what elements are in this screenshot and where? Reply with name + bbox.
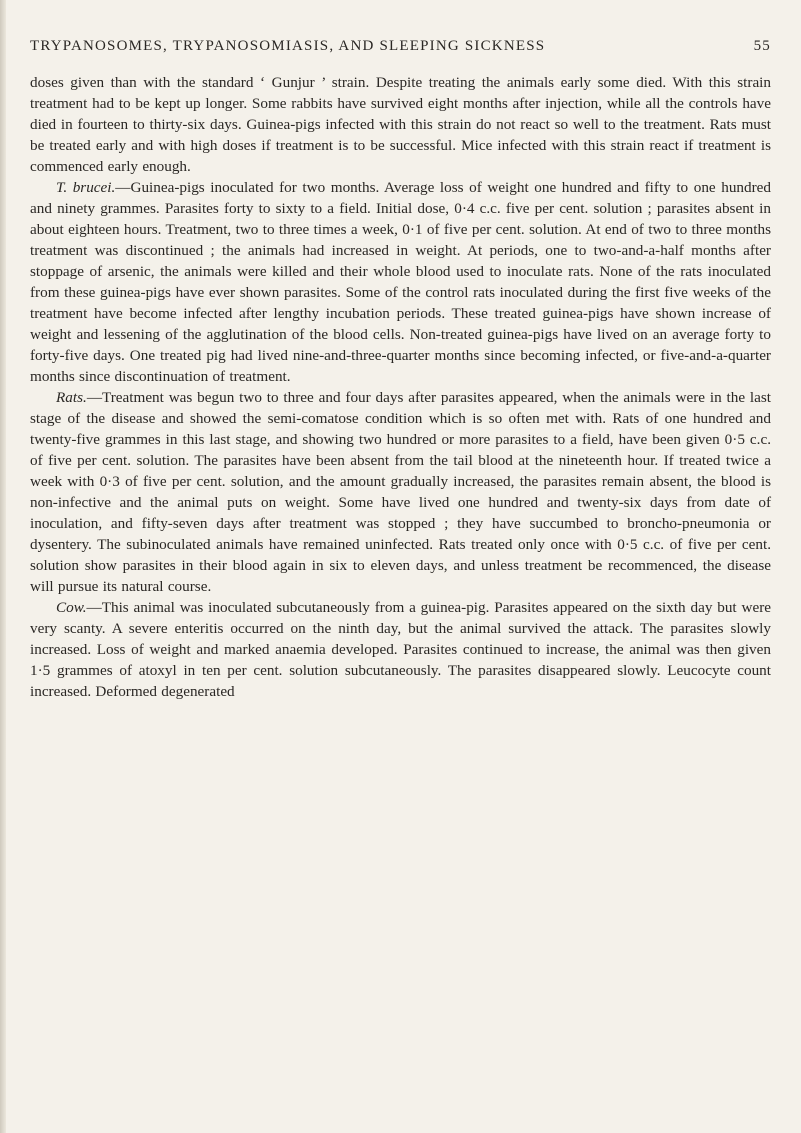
paragraph-lead-t-brucei: T. brucei. xyxy=(56,179,116,196)
paragraph-t-brucei xyxy=(30,177,771,387)
paragraph-lead-rats: Rats. xyxy=(56,389,87,406)
paragraph-text: —This animal was inoculated subcutaneously from a guinea-pig. Parasites appeared on the sixth day but were very scanty. A severe enteritis occurred on the ninth day, but the animal survived the attack. The parasites slowly increased. Loss of weight and marked anaemia developed. Parasites continued to increase, the animal was then given 1·5 grammes of atoxyl in ten per cent. solution subcutaneously. The parasites disappeared slowly. Leucocyte count increased. Deformed degenerated xyxy=(30,599,771,700)
paragraph-text: —Guinea-pigs inoculated for two months. Average loss of weight one hundred and fifty to one hundred and ninety grammes. Parasites forty to sixty to a field. Initial dose, 0·4 c.c. five per cent. solution ; parasites absent in about eighteen hours. Treatment, two to three times a week, 0·1 of five per cent. solution. At end of two to three months treatment was discontinued ; the animals had increased in weight. At periods, one to two-and-a-half months after stoppage of arsenic, the animals were killed and their whole blood used to inoculate rats. None of the rats inoculated from these guinea-pigs have ever shown parasites. Some of the control rats inoculated during the first five weeks of the treatment have become infected after lengthy incubation periods. These treated guinea-pigs have shown increase of weight and lessening of the agglutination of the blood cells. Non-treated guinea-pigs have lived on an average forty to forty-five days. One treated pig had lived nine-and-three-quarter months since becoming infected, or five-and-a-quarter months since discontinuation of treatment. xyxy=(30,179,771,385)
running-header xyxy=(30,38,771,58)
paragraph-cow xyxy=(30,597,771,702)
paragraph-text: —Treatment was begun two to three and four days after parasites appeared, when the animals were in the last stage of the disease and showed the semi-comatose condition which is so often met with. Rats of one hundred and twenty-five grammes in this last stage, and showing two hundred or more parasites to a field, have been given 0·5 c.c. of five per cent. solution. The parasites have been absent from the tail blood at the nineteenth hour. If treated twice a week with 0·3 of five per cent. solution, and the amount gradually increased, the parasites remain absent, the blood is non-infective and the animal puts on weight. Some have lived one hundred and twenty-six days from date of inoculation, and fifty-seven days after treatment was stopped ; they have succumbed to broncho-pneumonia or dysentery. The subinoculated animals have remained uninfected. Rats treated only once with 0·5 c.c. of five per cent. solution show parasites in their blood again in six to eleven days, and unless treatment be recommenced, the disease will pursue its natural course. xyxy=(30,389,771,595)
page-edge-shadow xyxy=(0,0,6,1133)
running-title: TRYPANOSOMES, TRYPANOSOMIASIS, AND SLEEPING SICKNESS xyxy=(30,38,546,54)
paragraph-rats xyxy=(30,387,771,597)
paragraph-text: doses given than with the standard ‘ Gunjur ’ strain. Despite treating the animals early some died. With this strain treatment had to be kept up longer. Some rabbits have survived eight months after injection, while all the controls have died in fourteen to thirty-six days. Guinea-pigs infected with this strain do not react so well to the treatment. Rats must be treated early and with high doses if treatment is to be successful. Mice infected with this strain react if treatment is commenced early enough. xyxy=(30,74,771,175)
page-body xyxy=(30,72,771,702)
paragraph-gunjur-continued xyxy=(30,72,771,177)
page-number: 55 xyxy=(753,38,771,54)
paragraph-lead-cow: Cow. xyxy=(56,599,87,616)
